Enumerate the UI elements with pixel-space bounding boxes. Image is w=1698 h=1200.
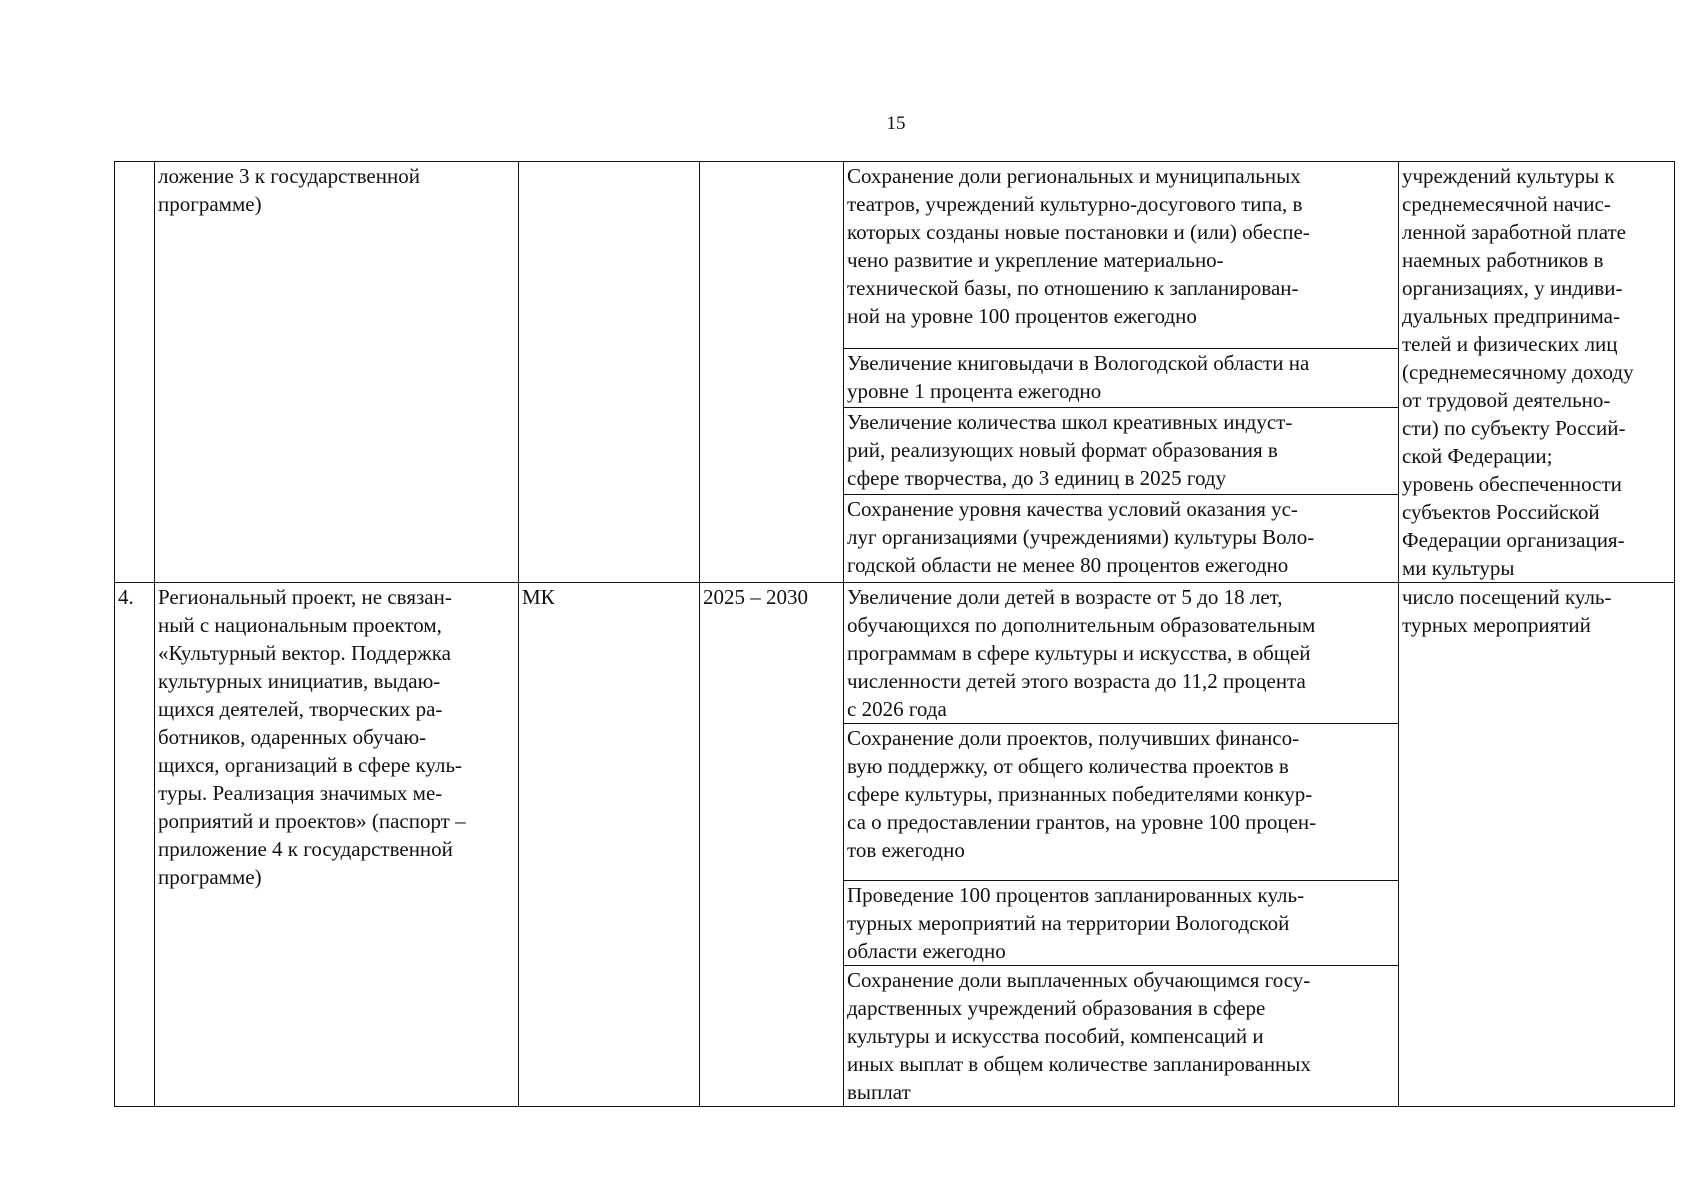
table-row (115, 162, 1675, 349)
indicator-cell: учреждений культуры к среднемесячной начис- ленной заработной плате наемных работников в организациях, у индиви- дуальных предпринима- телей и физических лиц (среднемесячному доходу от трудовой деятельно- сти) по субъекту Россий- ской Федерации; уровень обеспеченности субъектов Российской Федерации организация- ми культуры (1399, 162, 1675, 583)
goals-table (114, 161, 1675, 1107)
row-number (115, 162, 155, 583)
responsible-executor (519, 162, 700, 583)
goal-cell: Проведение 100 процентов запланированных куль- турных мероприятий на территории Вологодской области ежегодно (844, 881, 1399, 966)
row-number: 4. (115, 583, 155, 1107)
goal-cell: Увеличение количества школ креативных индуст- рий, реализующих новый формат образования в сфере творчества, до 3 единиц в 2025 году (844, 407, 1399, 495)
project-name: ложение 3 к государственной программе) (155, 162, 519, 583)
responsible-executor: МК (519, 583, 700, 1107)
goal-cell: Сохранение доли региональных и муниципальных театров, учреждений культурно-досугового типа, в которых созданы новые постановки и (или) обеспе- чено развитие и укрепление материально- технической базы, по отношению к запланирован- ной на уровне 100 процентов ежегодно (844, 162, 1399, 349)
page-number: 15 (886, 113, 906, 134)
goal-cell: Увеличение доли детей в возрасте от 5 до 18 лет, обучающихся по дополнительным образовательным программам в сфере культуры и искусства, в общей численности детей этого возраста до 11,2 процента с 2026 года (844, 583, 1399, 724)
goal-cell: Сохранение уровня качества условий оказания ус- луг организациями (учреждениями) культуры Воло- годской области не менее 80 процентов ежегодно (844, 495, 1399, 583)
table-row (115, 583, 1675, 724)
goal-cell: Сохранение доли проектов, получивших финансо- вую поддержку, от общего количества проектов в сфере культуры, признанных победителями конкур- са о предоставлении грантов, на уровне 100 процен- тов ежегодно (844, 724, 1399, 881)
goal-cell: Увеличение книговыдачи в Вологодской области на уровне 1 процента ежегодно (844, 348, 1399, 407)
goal-cell: Сохранение доли выплаченных обучающимся госу- дарственных учреждений образования в сфере культуры и искусства пособий, компенсаций и иных выплат в общем количестве запланированных выплат (844, 966, 1399, 1107)
project-name: Региональный проект, не связан- ный с национальным проектом, «Культурный вектор. Поддержка культурных инициатив, выдаю- щихся деятелей, творческих ра- ботников, одаренных обучаю- щихся, организаций в сфере куль- туры. Реализация значимых ме- роприятий и проектов» (паспорт – приложение 4 к государственной программе) (155, 583, 519, 1107)
implementation-period: 2025 – 2030 (700, 583, 844, 1107)
implementation-period (700, 162, 844, 583)
indicator-cell: число посещений куль- турных мероприятий (1399, 583, 1675, 1107)
